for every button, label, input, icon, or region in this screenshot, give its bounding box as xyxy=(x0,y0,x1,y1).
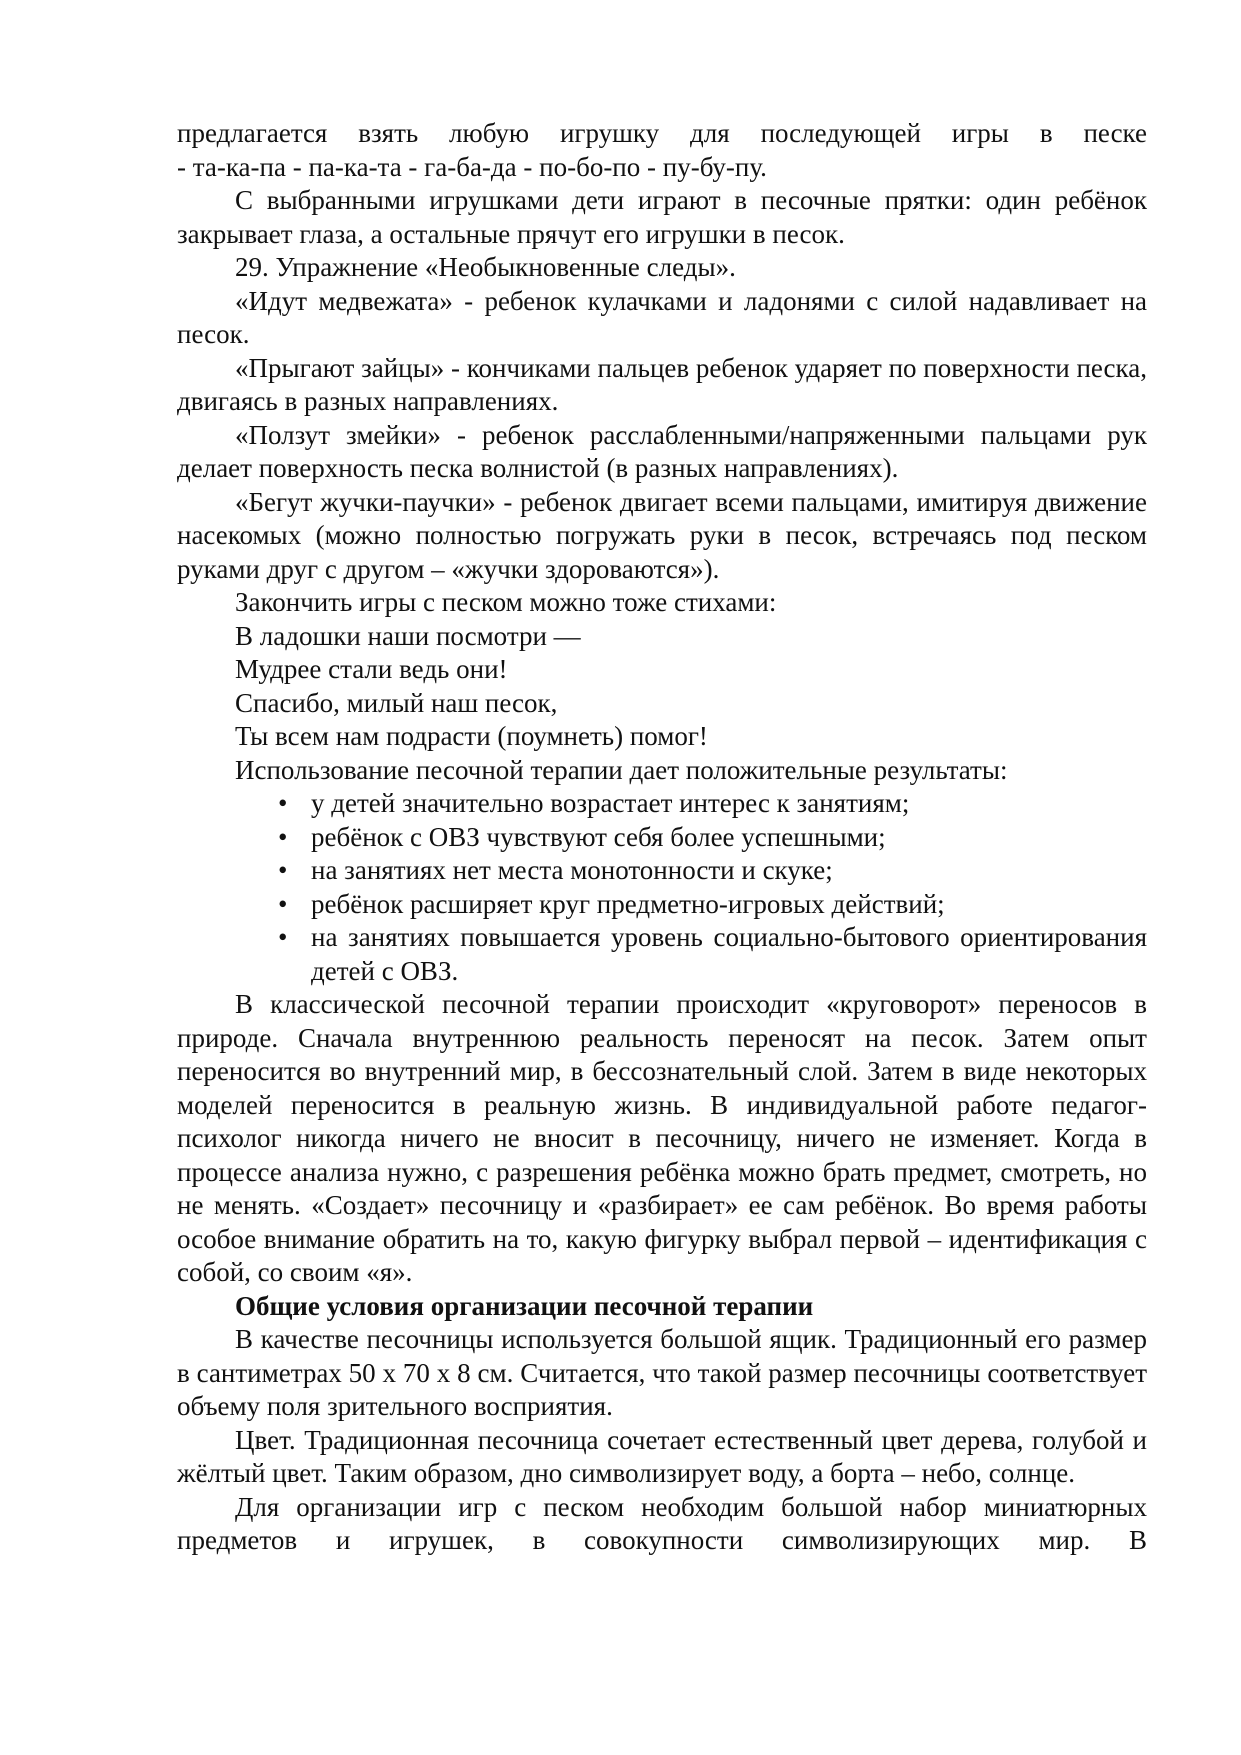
list-item-text: на занятиях нет места монотонности и скуке; xyxy=(311,855,833,885)
paragraph: «Ползут змейки» - ребенок расслабленными/напряженными пальцами рук делает поверхность песка волнистой (в разных направлениях). xyxy=(177,419,1147,483)
document-body xyxy=(177,117,1147,1558)
list-item xyxy=(177,921,1147,988)
paragraph: В качестве песочницы используется большой ящик. Традиционный его размер в сантиметрах 50 х 70 х 8 см. Считается, что такой размер песочницы соответствует объему поля зрительного восприятия. xyxy=(177,1324,1147,1421)
poem-line: В ладошки наши посмотри — xyxy=(235,620,581,651)
paragraph: Цвет. Традиционная песочница сочетает естественный цвет дерева, голубой и жёлтый цвет. Таким образом, дно символизирует воду, а борта – небо, солнце. xyxy=(177,1424,1147,1488)
text-line: - та-ка-па - па-ка-та - га-ба-да - по-бо-по - пу-бу-пу. xyxy=(177,151,767,182)
paragraph: Для организации игр с песком необходим большой набор миниатюрных предметов и игрушек, в совокупности символизирующих мир. В xyxy=(177,1491,1147,1555)
poem-line: Мудрее стали ведь они! xyxy=(235,654,508,684)
text-line: предлагается взять любую игрушку для последующей игры в песке xyxy=(177,118,1147,148)
list-item xyxy=(177,888,1147,922)
paragraph: «Прыгают зайцы» - кончиками пальцев ребенок ударяет по поверхности песка, двигаясь в разных направлениях. xyxy=(177,352,1147,416)
paragraph: «Бегут жучки-паучки» - ребенок двигает всеми пальцами, имитируя движение насекомых (можно полностью погружать руки в песок, встречаясь под песком руками друг с другом – «жучки здороваются»). xyxy=(177,486,1147,584)
exercise-title: 29. Упражнение «Необыкновенные следы». xyxy=(235,252,736,282)
poem-line: Ты всем нам подрасти (поумнеть) помог! xyxy=(235,721,708,751)
paragraph: «Идут медвежата» - ребенок кулачками и ладонями с силой надавливает на песок. xyxy=(177,285,1147,349)
poem-line: Спасибо, милый наш песок, xyxy=(235,687,558,718)
list-item-text: на занятиях повышается уровень социально-бытового ориентирования детей с ОВЗ. xyxy=(311,922,1147,986)
text-line: Закончить игры с песком можно тоже стихами: xyxy=(235,587,777,617)
list-item-text: ребёнок с ОВЗ чувствуют себя более успешными; xyxy=(311,821,886,852)
bullet-icon: • xyxy=(278,788,288,818)
list-item xyxy=(177,821,1147,855)
bullet-icon: • xyxy=(278,922,288,952)
results-list xyxy=(177,787,1147,988)
list-item xyxy=(177,854,1147,888)
text-line: Использование песочной терапии дает положительные результаты: xyxy=(235,754,1008,785)
section-heading: Общие условия организации песочной терапии xyxy=(235,1290,814,1321)
list-item-text: ребёнок расширяет круг предметно-игровых действий; xyxy=(311,888,945,919)
list-item-text: у детей значительно возрастает интерес к занятиям; xyxy=(311,788,910,818)
bullet-icon: • xyxy=(278,855,288,885)
paragraph: С выбранными игрушками дети играют в песочные прятки: один ребёнок закрывает глаза, а остальные прячут его игрушки в песок. xyxy=(177,185,1147,249)
list-item xyxy=(177,787,1147,821)
bullet-icon: • xyxy=(278,821,288,852)
bullet-icon: • xyxy=(278,888,288,919)
paragraph: В классической песочной терапии происходит «круговорот» переносов в природе. Сначала внутреннюю реальность переносят на песок. Затем опыт переносится во внутренний мир, в бессознательный слой. Затем в виде некоторых моделей переносится в реальную жизнь. В индивидуальной работе педагог-психолог никогда ничего не вносит в песочницу, ничего не изменяет. Когда в процессе анализа нужно, с разрешения ребёнка можно брать предмет, смотреть, но не менять. «Создает» песочницу и «разбирает» ее сам ребёнок. Во время работы особое внимание обратить на то, какую фигурку выбрал первой – идентификация с собой, со своим «я». xyxy=(177,989,1147,1287)
